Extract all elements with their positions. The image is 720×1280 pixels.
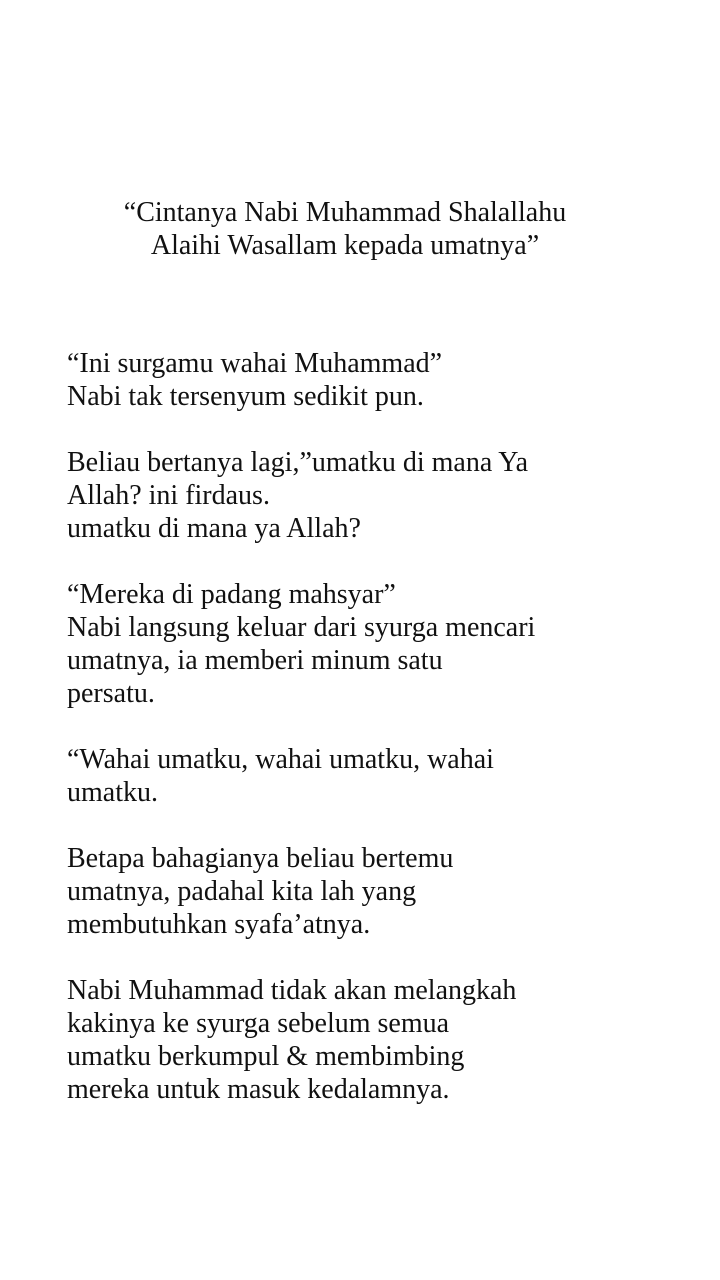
text-line: mereka untuk masuk kedalamnya. <box>67 1074 450 1105</box>
paragraph-3 <box>67 578 667 710</box>
text-line: Allah? ini firdaus. <box>67 480 270 511</box>
text-line: Nabi tak tersenyum sedikit pun. <box>67 381 424 412</box>
text-line: Nabi langsung keluar dari syurga mencari <box>67 612 536 643</box>
paragraph-4 <box>67 743 667 809</box>
text-line: umatku berkumpul & membimbing <box>67 1041 465 1072</box>
text-line: Beliau bertanya lagi,”umatku di mana Ya <box>67 447 529 478</box>
text-line: umatnya, padahal kita lah yang <box>67 876 417 907</box>
text-line: membutuhkan syafa’atnya. <box>67 909 371 940</box>
text-line: umatku. <box>67 777 158 808</box>
text-line: Nabi Muhammad tidak akan melangkah <box>67 975 517 1006</box>
paragraph-1 <box>67 347 667 413</box>
paragraph-5 <box>67 842 667 941</box>
text-line: “Mereka di padang mahsyar” <box>67 579 396 610</box>
paragraph-2 <box>67 446 667 545</box>
text-line: Betapa bahagianya beliau bertemu <box>67 843 454 874</box>
text-line: “Wahai umatku, wahai umatku, wahai <box>67 744 494 775</box>
paragraph-6 <box>67 974 667 1106</box>
text-line: umatku di mana ya Allah? <box>67 513 361 544</box>
title-line: “Cintanya Nabi Muhammad Shalallahu <box>123 197 567 228</box>
page-title <box>60 196 630 262</box>
title-line: Alaihi Wasallam kepada umatnya” <box>150 230 540 261</box>
text-line: persatu. <box>67 678 155 709</box>
text-line: “Ini surgamu wahai Muhammad” <box>67 348 443 379</box>
text-line: umatnya, ia memberi minum satu <box>67 645 443 676</box>
text-line: kakinya ke syurga sebelum semua <box>67 1008 450 1039</box>
story-body <box>67 347 667 1139</box>
